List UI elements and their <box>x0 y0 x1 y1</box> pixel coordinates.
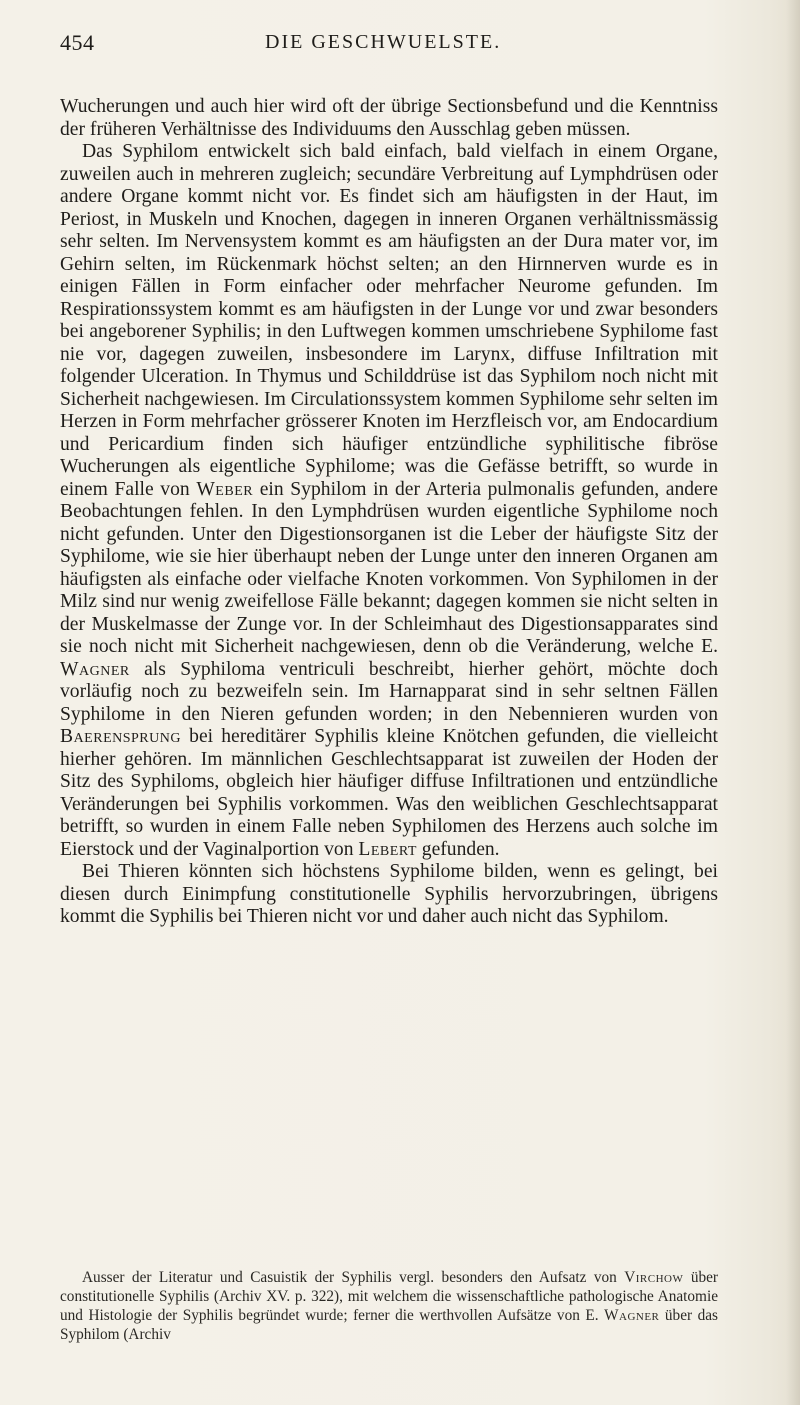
page-header <box>60 30 720 60</box>
footnote-author-wagner: Wagner <box>604 1307 660 1324</box>
author-name-weber: Weber <box>196 478 254 500</box>
paragraph-2-text-b: ein Syphilom in der Arteria pulmonalis gefunden, andere Beobachtungen fehlen. In den Lymphdrüsen wurden eigentliche Syphilome noch nicht gefunden. Unter den Digestionsorganen ist die Leber der häufigste Sitz der Syphilome, wie sie hier überhaupt neben der Lunge unter den inneren Organen am häufigsten als einfache oder vielfache Knoten vorkommen. Von Syphilomen in der Milz sind nur wenig zweifellose Fälle bekannt; dagegen kommen sie nicht selten in der Muskelmasse der Zunge vor. In der Schleimhaut des Digestionsapparates sind sie noch nicht mit Sicherheit nachgewiesen, denn ob die Veränderung, welche E. <box>60 478 718 657</box>
footnote-text-a: Ausser der Literatur und Casuistik der Syphilis vergl. besonders den Aufsatz von <box>82 1269 617 1286</box>
page-edge-shadow <box>786 0 800 1405</box>
running-title: DIE GESCHWUELSTE. <box>265 31 502 53</box>
paragraph-1-text: Wucherungen und auch hier wird oft der übrige Sectionsbefund und die Kenntniss der früheren Verhältnisse des Individuums den Ausschlag geben müssen. <box>60 96 718 140</box>
page-number: 454 <box>60 30 95 55</box>
paragraph-3-text: Bei Thieren könnten sich höchstens Syphilome bilden, wenn es gelingt, bei diesen durch Einimpfung constitutionelle Syphilis hervorzubringen, übrigens kommt die Syphilis bei Thieren nicht vor und daher auch nicht das Syphilom. <box>60 861 718 927</box>
paragraph-2-text-e: gefunden. <box>421 838 500 860</box>
paragraph-2-text-c: als Syphiloma ventriculi beschreibt, hierher gehört, möchte doch vorläufig noch zu bezweifeln sein. Im Harnapparat sind in sehr seltnen Fällen Syphilome in den Nieren gefunden worden; in den Nebennieren wurden von <box>60 658 718 725</box>
footnote-author-virchow: Virchow <box>624 1269 684 1286</box>
footnote <box>60 1268 718 1344</box>
main-text <box>60 96 718 929</box>
author-name-wagner: Wagner <box>60 658 130 680</box>
paragraph-2 <box>60 141 718 861</box>
author-name-lebert: Lebert <box>358 838 417 860</box>
paragraph-2-text-a: Das Syphilom entwickelt sich bald einfach, bald vielfach in einem Organe, zuweilen auch in mehreren zugleich; secundäre Verbreitung auf Lymphdrüsen oder andere Organe kommt nicht vor. Es findet sich am häufigsten in der Haut, im Periost, in Muskeln und Knochen, dagegen in inneren Organen verhältnissmässig sehr selten. Im Nervensystem kommt es am häufigsten an der Dura mater vor, im Gehirn selten, im Rückenmark höchst selten; an den Hirnnerven wurde es in einigen Fällen in Form einfacher oder mehrfacher Neurome gefunden. Im Respirationssystem kommt es am häufigsten in der Lunge vor und zwar besonders bei angeborener Syphilis; in den Luftwegen kommen umschriebene Syphilome fast nie vor, dagegen zuweilen, insbesondere im Larynx, diffuse Infiltration mit folgender Ulceration. In Thymus und Schilddrüse ist das Syphilom noch nicht mit Sicherheit nachgewiesen. Im Circulationssystem kommen Syphilome sehr selten im Herzen in Form mehrfacher grösserer Knoten im Herzfleisch vor, am Endocardium und Pericardium finden sich häufiger entzündliche syphilitische fibröse Wucherungen als eigentliche Syphilome; was die Gefässe betrifft, so wurde in einem Falle von <box>60 141 718 500</box>
paragraph-1 <box>60 96 718 141</box>
footnote-text-c: über das Syphilom (Archiv <box>60 1307 718 1343</box>
author-name-baerensprung: Baerensprung <box>60 726 181 747</box>
paragraph-3 <box>60 861 718 929</box>
footnote-text-b: über constitutionelle Syphilis (Archiv XV. p. 322), mit welchem die wissenschaftliche pathologische Anatomie und Histologie der Syphilis begründet wurde; ferner die werthvollen Aufsätze von E. <box>60 1269 718 1324</box>
paragraph-2-text-d: bei hereditärer Syphilis kleine Knötchen gefunden, die vielleicht hierher gehören. Im männlichen Geschlechtsapparat ist zuweilen der Hoden der Sitz des Syphiloms, obgleich hier häufiger diffuse Infiltrationen und entzündliche Veränderungen bei Syphilis vorkommen. Was den weiblichen Geschlechtsapparat betrifft, so wurden in einem Falle neben Syphilomen des Herzens auch solche im Eierstock und der Vaginalportion von <box>60 726 718 860</box>
